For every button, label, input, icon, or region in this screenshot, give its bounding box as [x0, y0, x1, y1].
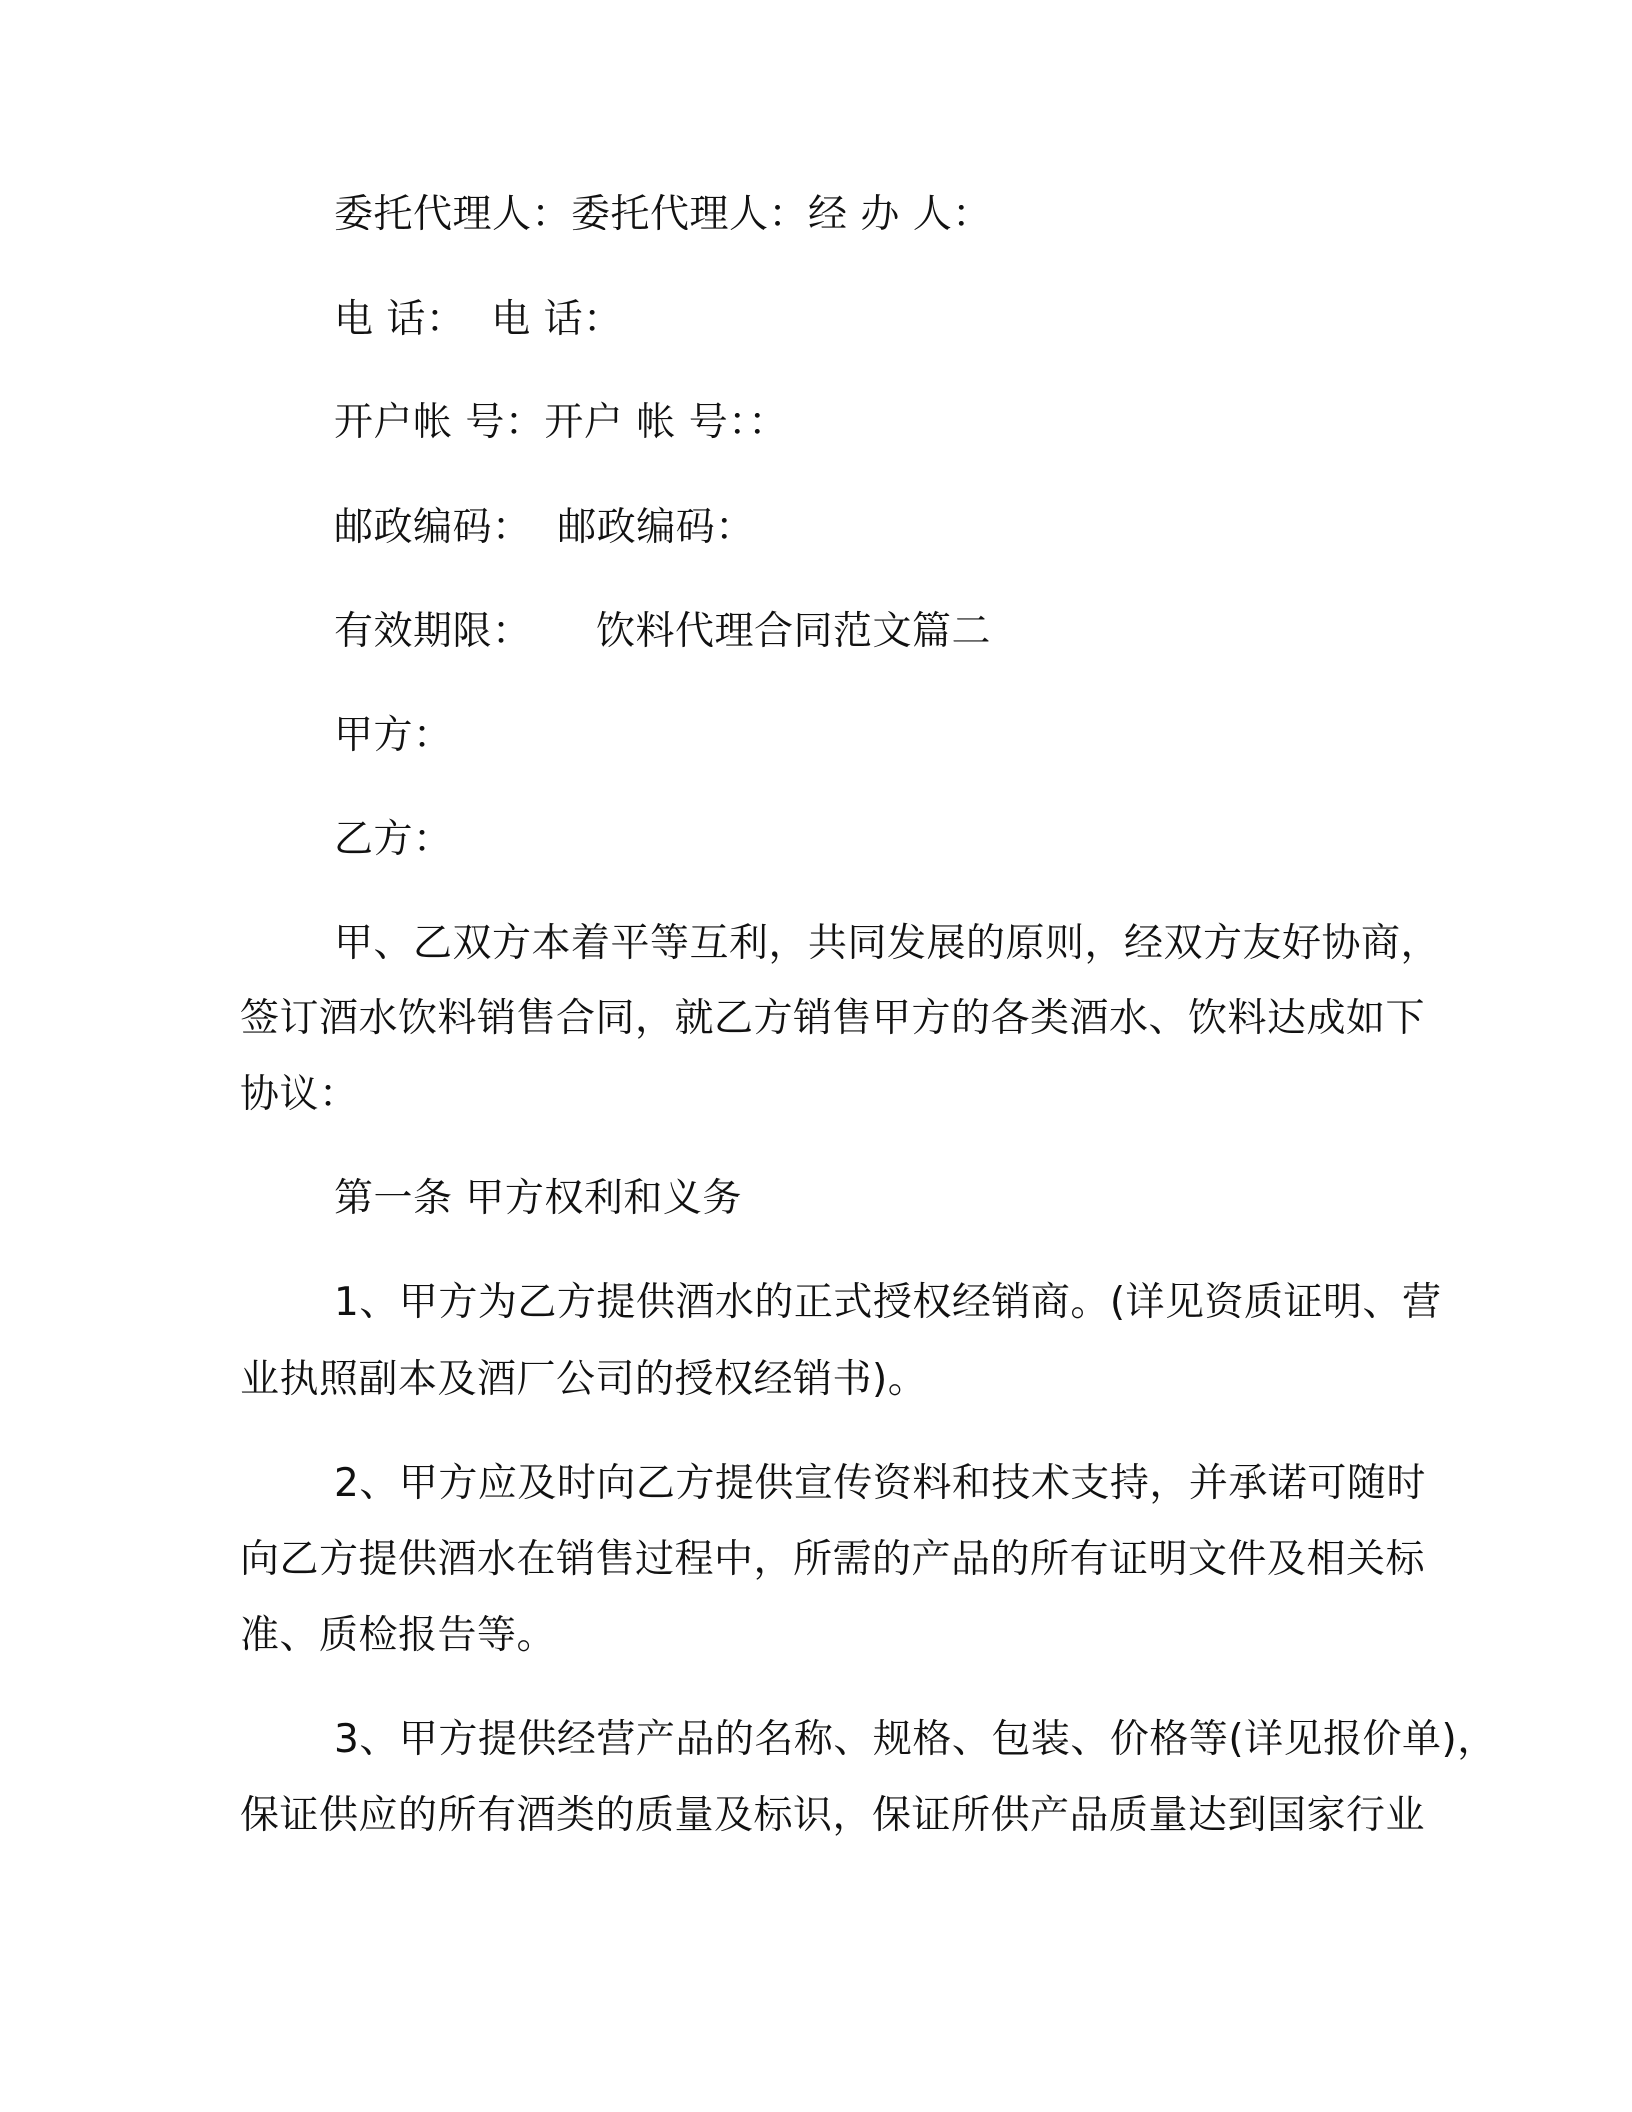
clause-3-line: 3、甲方提供经营产品的名称、规格、包装、价格等(详见报价单)， — [334, 1717, 1497, 1762]
clause-1-line: 1、甲方为乙方提供酒水的正式授权经销商。(详见资质证明、营 — [334, 1280, 1442, 1325]
article-heading: 第一条 甲方权利和义务 — [334, 1176, 742, 1221]
clause-3-line: 保证供应的所有酒类的质量及标识，保证所供产品质量达到国家行业 — [240, 1793, 1426, 1838]
party-a-line: 甲方： — [334, 713, 453, 758]
intro-paragraph-line: 签订酒水饮料销售合同，就乙方销售甲方的各类酒水、饮料达成如下 — [240, 996, 1426, 1041]
validity-line: 有效期限： 饮料代理合同范文篇二 — [334, 609, 991, 654]
phone-line: 电 话： 电 话： — [334, 297, 623, 342]
account-line: 开户帐 号：开户 帐 号：： — [334, 400, 788, 445]
intro-paragraph-line: 协议： — [240, 1072, 359, 1117]
party-b-line: 乙方： — [334, 817, 453, 862]
agent-line: 委托代理人：委托代理人：经 办 人： — [334, 192, 992, 237]
clause-1-line: 业执照副本及酒厂公司的授权经销书)。 — [240, 1357, 928, 1402]
intro-paragraph-line: 甲、乙双方本着平等互利，共同发展的原则，经双方友好协商， — [334, 921, 1441, 966]
clause-2-line: 向乙方提供酒水在销售过程中，所需的产品的所有证明文件及相关标 — [240, 1537, 1426, 1582]
clause-2-line: 2、甲方应及时向乙方提供宣传资料和技术支持，并承诺可随时 — [334, 1461, 1426, 1506]
postcode-line: 邮政编码： 邮政编码： — [334, 505, 755, 550]
clause-2-line: 准、质检报告等。 — [240, 1613, 557, 1658]
